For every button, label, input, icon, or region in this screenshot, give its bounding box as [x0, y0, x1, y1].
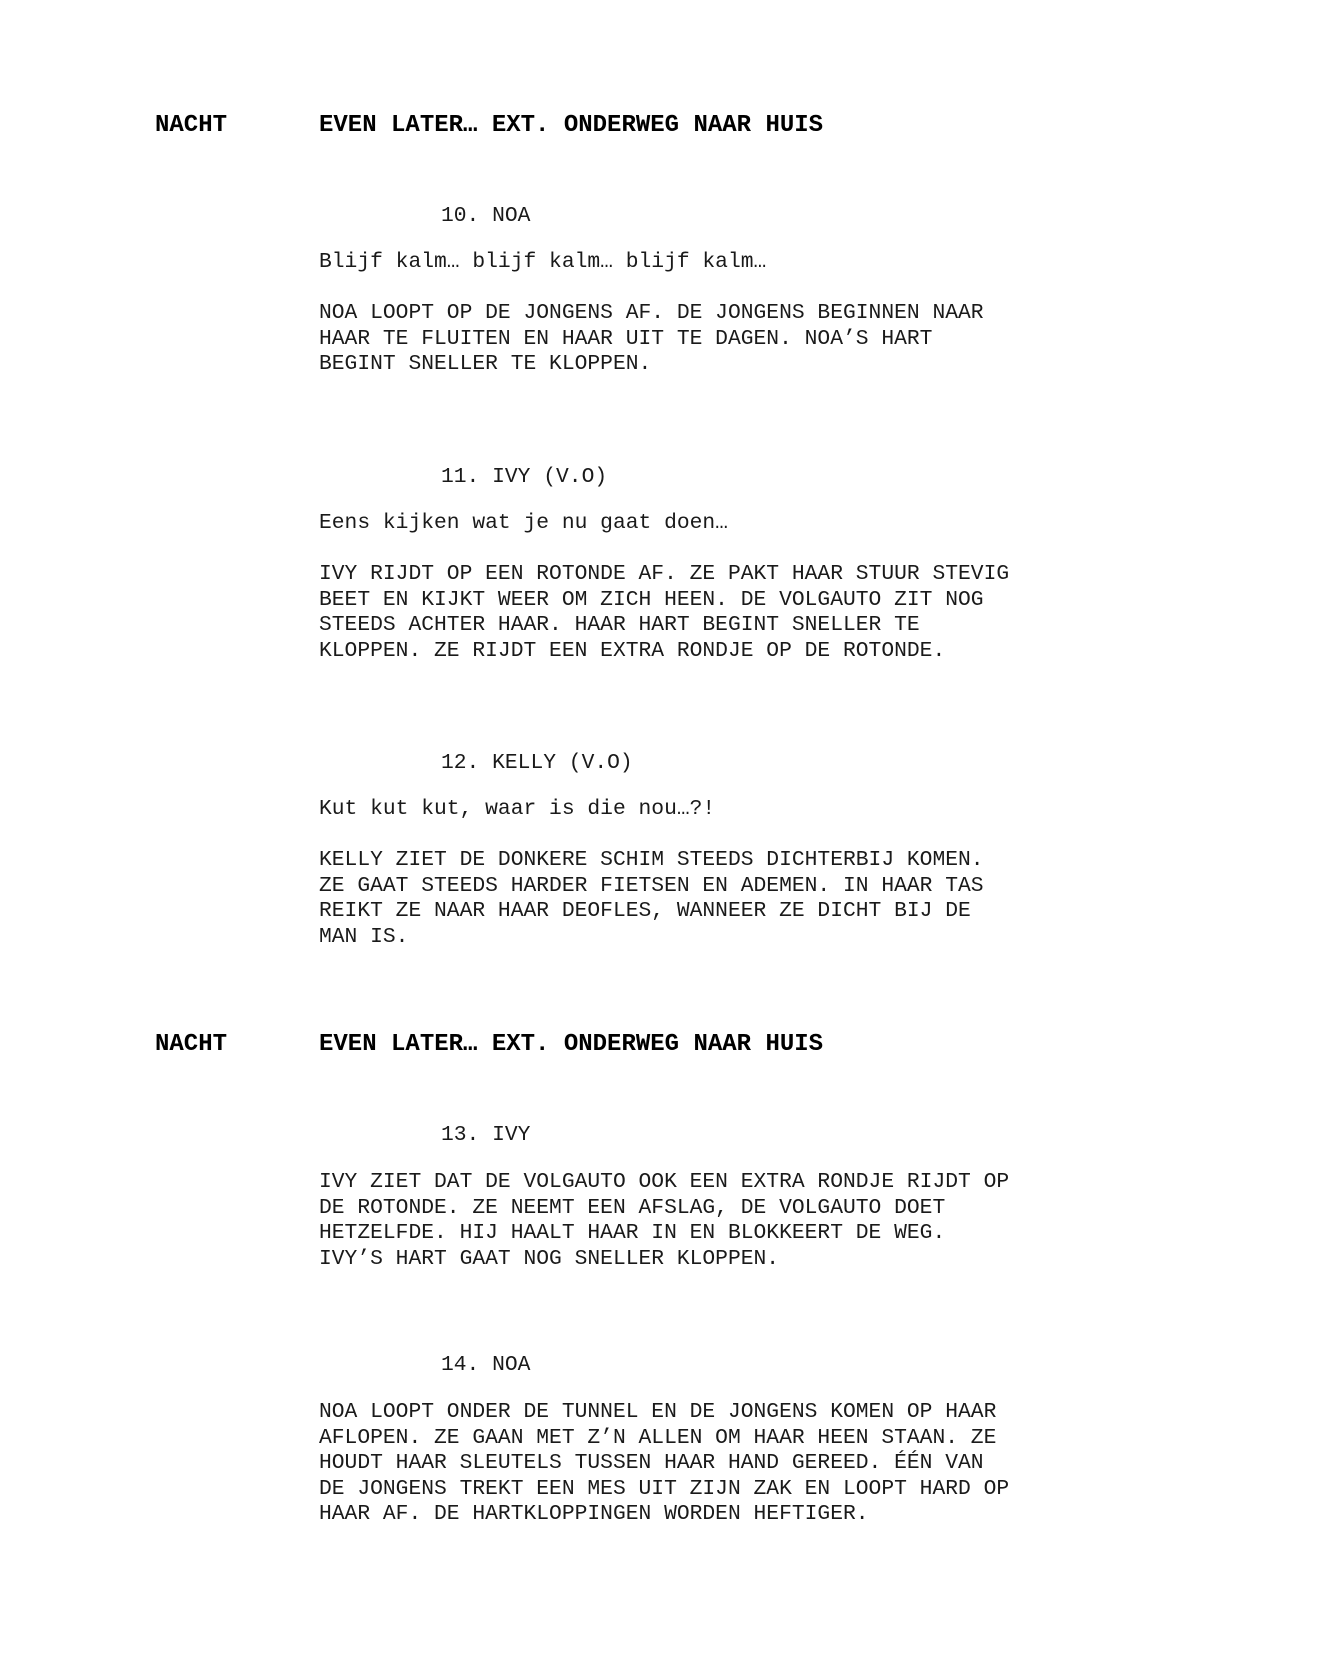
scene-location: EVEN LATER… EXT. ONDERWEG NAAR HUIS [319, 1031, 824, 1058]
action-paragraph: KELLY ZIET DE DONKERE SCHIM STEEDS DICHTERBIJ KOMEN. ZE GAAT STEEDS HARDER FIETSEN EN ADEMEN. IN HAAR TAS REIKT ZE NAAR HAAR DEOFLES, WANNEER ZE DICHT BIJ DE MAN IS. [319, 848, 984, 949]
dialogue-line: Blijf kalm… blijf kalm… blijf kalm… [319, 250, 767, 274]
dialogue-line: Eens kijken wat je nu gaat doen… [319, 511, 728, 535]
character-cue: 11. IVY (V.O) [441, 465, 608, 489]
action-paragraph: IVY RIJDT OP EEN ROTONDE AF. ZE PAKT HAAR STUUR STEVIG BEET EN KIJKT WEER OM ZICH HEEN. DE VOLGAUTO ZIT NOG STEEDS ACHTER HAAR. HAAR HART BEGINT SNELLER TE KLOPPEN. ZE RIJDT EEN EXTRA RONDJE OP DE ROTONDE. [319, 562, 1010, 663]
action-paragraph: IVY ZIET DAT DE VOLGAUTO OOK EEN EXTRA RONDJE RIJDT OP DE ROTONDE. ZE NEEMT EEN AFSLAG, DE VOLGAUTO DOET HETZELFDE. HIJ HAALT HAAR IN EN BLOKKEERT DE WEG. IVY’S HART GAAT NOG SNELLER KLOPPEN. [319, 1170, 1010, 1271]
dialogue-line: Kut kut kut, waar is die nou…?! [319, 797, 716, 821]
scene-location: EVEN LATER… EXT. ONDERWEG NAAR HUIS [319, 112, 824, 139]
character-cue: 10. NOA [441, 204, 531, 228]
character-cue: 14. NOA [441, 1353, 531, 1377]
action-paragraph: NOA LOOPT ONDER DE TUNNEL EN DE JONGENS KOMEN OP HAAR AFLOPEN. ZE GAAN MET Z’N ALLEN OM HAAR HEEN STAAN. ZE HOUDT HAAR SLEUTELS TUSSEN HAAR HAND GEREED. ÉÉN VAN DE JONGENS TREKT EEN MES UIT ZIJN ZAK EN LOOPT HARD OP HAAR AF. DE HARTKLOPPINGEN WORDEN HEFTIGER. [319, 1400, 1010, 1527]
character-cue: 13. IVY [441, 1123, 531, 1147]
character-cue: 12. KELLY (V.O) [441, 751, 633, 775]
scene-time: NACHT [155, 1031, 228, 1058]
scene-time: NACHT [155, 112, 228, 139]
action-paragraph: NOA LOOPT OP DE JONGENS AF. DE JONGENS BEGINNEN NAAR HAAR TE FLUITEN EN HAAR UIT TE DAGEN. NOA’S HART BEGINT SNELLER TE KLOPPEN. [319, 301, 984, 377]
